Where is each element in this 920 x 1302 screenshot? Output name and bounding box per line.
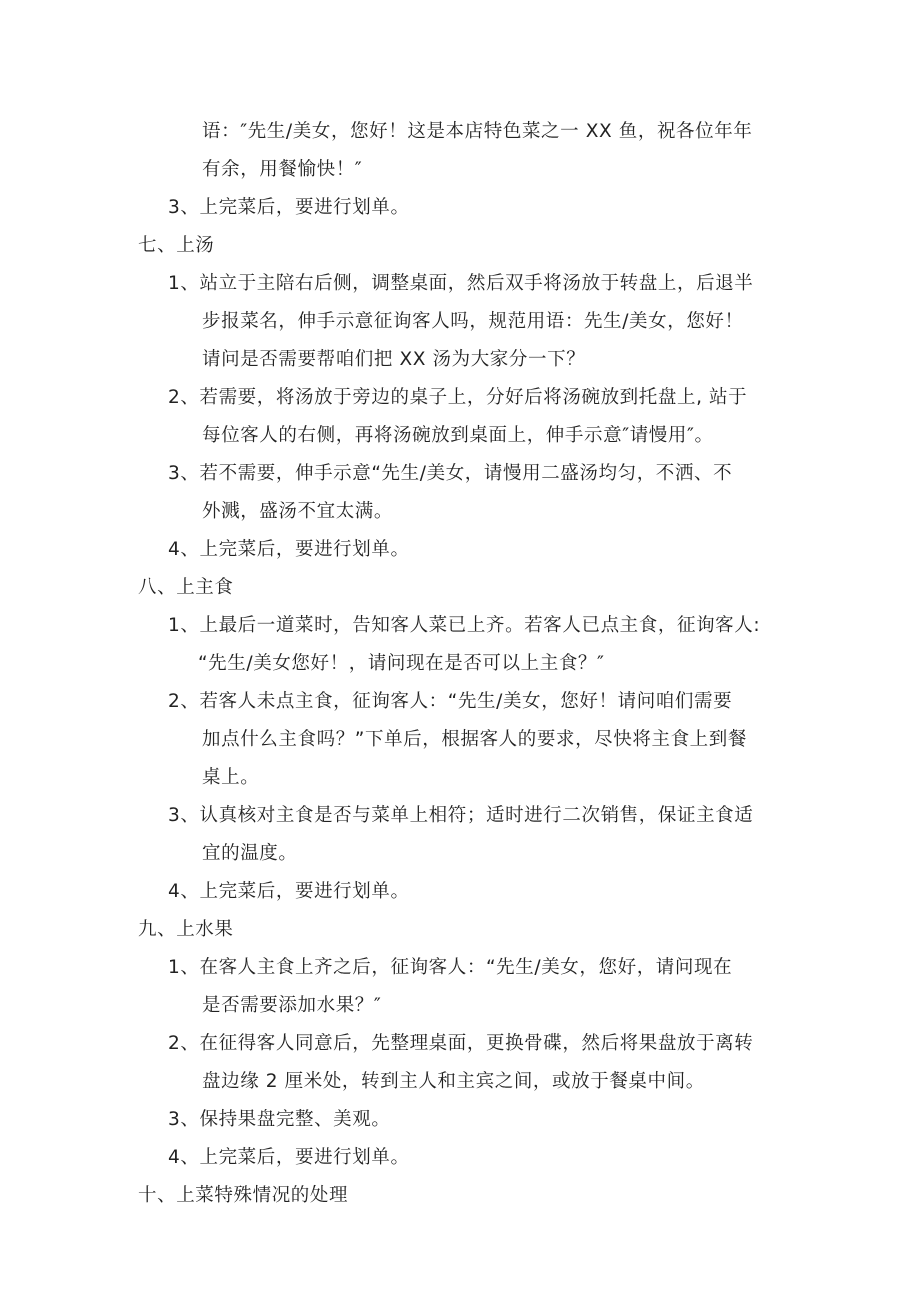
paragraph-line: 有余，用餐愉快！″ [202, 159, 363, 180]
paragraph-line: “先生/美女您好！，请问现在是否可以上主食？″ [198, 653, 605, 674]
list-item: 3、保持果盘完整、美观。 [168, 1109, 391, 1130]
list-item: 2、在征得客人同意后，先整理桌面，更换骨碟，然后将果盘放于离转 [168, 1033, 754, 1054]
list-item: 1、站立于主陪右后侧，调整桌面，然后双手将汤放于转盘上，后退半 [168, 273, 754, 294]
paragraph-line: 宜的温度。 [202, 843, 298, 864]
section-heading: 七、上汤 [138, 235, 215, 256]
paragraph-line: 外溅，盛汤不宜太满。 [202, 501, 394, 522]
section-heading: 九、上水果 [138, 919, 234, 940]
list-item: 2、若客人未点主食，征询客人：“先生/美女，您好！请问咱们需要 [168, 691, 733, 712]
paragraph-line: 步报菜名，伸手示意征询客人吗，规范用语：先生/美女，您好！ [202, 311, 744, 332]
list-item: 4、上完菜后，要进行划单。 [168, 1147, 410, 1168]
list-item: 4、上完菜后，要进行划单。 [168, 881, 410, 902]
list-item: 3、若不需要，伸手示意“先生/美女，请慢用二盛汤均匀，不洒、不 [168, 463, 733, 484]
list-item: 2、若需要，将汤放于旁边的桌子上，分好后将汤碗放到托盘上, 站于 [168, 387, 748, 408]
list-item: 1、上最后一道菜时，告知客人菜已上齐。若客人已点主食，征询客人: [168, 615, 761, 636]
list-item: 3、认真核对主食是否与菜单上相符；适时进行二次销售，保证主食适 [168, 805, 754, 826]
paragraph-line: 盘边缘 2 厘米处，转到主人和主宾之间，或放于餐桌中间。 [202, 1071, 705, 1092]
paragraph-line: 请问是否需要帮咱们把 XX 汤为大家分一下？ [202, 349, 586, 370]
section-heading: 十、上菜特殊情况的处理 [138, 1185, 349, 1206]
paragraph-line: 加点什么主食吗？”下单后，根据客人的要求，尽快将主食上到餐 [202, 729, 747, 750]
list-item: 4、上完菜后，要进行划单。 [168, 539, 410, 560]
section-heading: 八、上主食 [138, 577, 234, 598]
paragraph-line: 是否需要添加水果？″ [202, 995, 382, 1016]
paragraph-line: 每位客人的右侧，再将汤碗放到桌面上，伸手示意″请慢用″。 [202, 425, 714, 446]
list-item: 1、在客人主食上齐之后，征询客人：“先生/美女，您好，请问现在 [168, 957, 733, 978]
list-item: 3、上完菜后，要进行划单。 [168, 197, 410, 218]
paragraph-line: 桌上。 [202, 767, 260, 788]
paragraph-line: 语：″先生/美女，您好！这是本店特色菜之一 XX 鱼，祝各位年年 [202, 121, 753, 142]
